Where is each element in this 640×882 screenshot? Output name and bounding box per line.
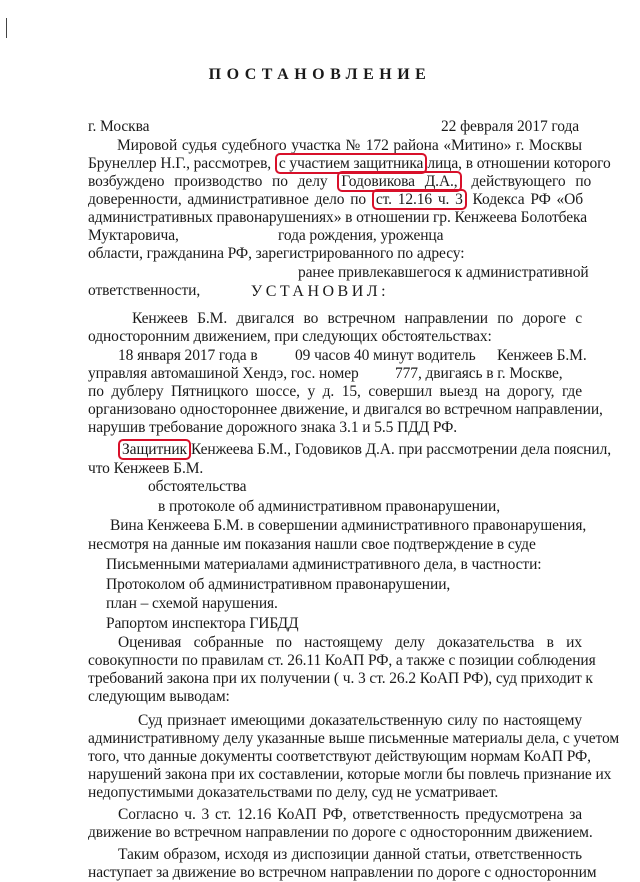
text-line: обстоятельства xyxy=(148,478,247,495)
text-line: нарушений закона при их составлении, которые могли бы повлечь признание их xyxy=(88,766,612,783)
text-fragment: Брунеллер Н.Г., рассмотрев, xyxy=(88,155,272,172)
text-line: года рождения, уроженца xyxy=(278,227,444,244)
text-line: по дублеру Пятницкого шоссе, у д. 15, совершил выезд на дорогу, где xyxy=(88,383,582,400)
text-fragment: 777, двигаясь в г. Москве, xyxy=(395,365,563,382)
text-line xyxy=(118,441,611,459)
text-line: ранее привлекавшегося к административной xyxy=(298,264,589,281)
highlight-defender-name: Годовикова Д.А., xyxy=(337,171,461,192)
text-line: Согласно ч. 3 ст. 12.16 КоАП РФ, ответственность предусмотрена за xyxy=(118,806,582,823)
text-line: наступает за движение во встречном направлении по дороге с односторонним xyxy=(88,864,597,881)
text-line: Таким образом, исходя из диспозиции данной статьи, ответственность xyxy=(118,846,582,863)
text-line: план – схемой нарушения. xyxy=(106,595,278,612)
text-line: недопустимыми доказательствами по делу, суд не усматривает. xyxy=(88,784,499,801)
document-title: ПОСТАНОВЛЕНИЕ xyxy=(208,66,432,83)
text-line: Письменными материалами административного дела, в частности: xyxy=(106,556,542,573)
text-line: области, гражданина РФ, зарегистрированного по адресу: xyxy=(88,245,465,262)
text-line: административному делу указанные выше письменные материалы дела, с учетом xyxy=(88,730,620,747)
text-fragment: 09 часов 40 минут водитель xyxy=(295,347,476,364)
text-line: Суд признает имеющими доказательственную силу по настоящему xyxy=(138,712,582,729)
text-fragment: действующего по xyxy=(471,173,592,190)
text-fragment: Кенжеев Б.М. xyxy=(497,347,587,364)
text-line: Рапортом инспектора ГИБДД xyxy=(106,615,299,632)
text-line: Оценивая собранные по настоящему делу доказательства в их xyxy=(118,634,582,651)
text-fragment: Кодекса РФ «Об xyxy=(472,191,584,208)
highlight-defender-word: Защитник xyxy=(118,439,191,460)
highlight-defender: с участием защитника xyxy=(275,153,427,174)
text-fragment: доверенности, административное дело по xyxy=(88,191,367,208)
text-line: Муктаровича, xyxy=(88,227,179,244)
page-edge-mark xyxy=(6,18,7,38)
text-line: в протоколе об административном правонарушении, xyxy=(158,498,500,515)
text-fragment: лица, в отношении которого xyxy=(427,155,611,172)
text-line: Мировой судья судебного участка № 172 района «Митино» г. Москвы xyxy=(117,137,582,154)
text-line: совокупности по правилам ст. 26.11 КоАП РФ, а также с позиции соблюдения xyxy=(88,652,596,669)
text-line: несмотря на данные им показания нашли свое подтверждение в суде xyxy=(88,536,536,553)
text-line: Кенжеев Б.М. двигался во встречном направлении по дороге с xyxy=(132,310,582,327)
text-line xyxy=(88,191,583,209)
text-line: требований закона при их получении ( ч. 3 ст. 26.2 КоАП РФ), суд приходит к xyxy=(88,670,593,687)
text-line: следующим выводам: xyxy=(88,688,230,705)
highlight-article: ст. 12.16 ч. 3 xyxy=(372,189,467,210)
text-fragment: 18 января 2017 года в xyxy=(118,347,258,364)
text-line: Протоколом об административном правонарушении, xyxy=(106,576,451,593)
text-line: что Кенжеев Б.М. xyxy=(88,460,204,477)
city: г. Москва xyxy=(88,118,150,135)
text-line: односторонним движением, при следующих обстоятельствах: xyxy=(88,328,492,345)
section-heading: УСТАНОВИЛ: xyxy=(250,283,390,300)
text-fragment: Кенжеева Б.М., Годовиков Д.А. при рассмотрении дела пояснил, xyxy=(190,441,611,458)
text-line xyxy=(88,173,591,191)
text-fragment: возбуждено производство по делу xyxy=(88,173,328,190)
text-line: Вина Кенжеева Б.М. в совершении административного правонарушения, xyxy=(110,517,587,534)
text-line: того, что данные документы соответствуют действующим нормам КоАП РФ, xyxy=(88,748,591,765)
text-fragment: управляя автомашиной Хендэ, гос. номер xyxy=(88,365,359,382)
text-line: нарушив требование дорожного знака 3.1 и 5.5 ПДД РФ. xyxy=(88,419,458,436)
text-line: ответственности, xyxy=(88,282,201,299)
text-line: административных правонарушениях» в отношении гр. Кенжеева Болотбека xyxy=(88,209,588,226)
document-date: 22 февраля 2017 года xyxy=(441,118,580,135)
text-line: организовано одностороннее движение, и двигался во встречном направлении, xyxy=(88,401,603,418)
text-line: движение во встречном направлении по дороге с односторонним движением. xyxy=(88,824,593,841)
